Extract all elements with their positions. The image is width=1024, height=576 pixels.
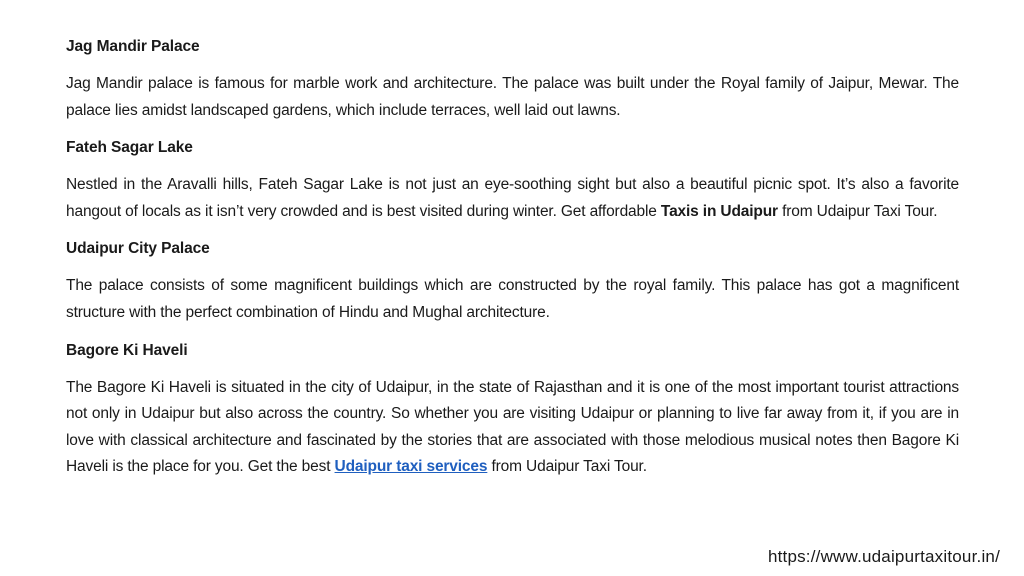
udaipur-taxi-services-link[interactable]: Udaipur taxi services [334, 458, 488, 476]
heading-udaipur-city-palace: Udaipur City Palace [66, 240, 210, 258]
heading-bagore-ki-haveli: Bagore Ki Haveli [66, 341, 188, 359]
paragraph-text: The Bagore Ki Haveli is situated in the city of Udaipur, in the state of Rajasthan and it is one of the most important tourist attractions not only in Udaipur but also across the country. So whether you are visiting Udaipur or planning to live far away from it, if you are in love with classical architecture and fascinated by the stories that are associated with those melodious musical notes then Bagore Ki Haveli is the place for you. Get the best [66, 378, 959, 476]
paragraph-text: from Udaipur Taxi Tour. [487, 458, 647, 476]
paragraph-fateh-sagar-lake [66, 172, 959, 225]
footer-url: https://www.udaipurtaxitour.in/ [767, 547, 1000, 566]
paragraph-jag-mandir-palace: Jag Mandir palace is famous for marble work and architecture. The palace was built under the Royal family of Jaipur, Mewar. The palace lies amidst landscaped gardens, which include terraces, well laid out lawns. [66, 75, 959, 119]
paragraph-udaipur-city-palace: The palace consists of some magnificent buildings which are constructed by the royal family. This palace has got a magnificent structure with the perfect combination of Hindu and Mughal architecture. [66, 277, 959, 321]
paragraph-text: from Udaipur Taxi Tour. [777, 202, 938, 220]
heading-fateh-sagar-lake: Fateh Sagar Lake [66, 139, 193, 157]
document-body [66, 34, 959, 492]
paragraph-bagore-ki-haveli [66, 375, 959, 481]
heading-jag-mandir-palace: Jag Mandir Palace [66, 38, 200, 55]
paragraph-text: Nestled in the Aravalli hills, Fateh Sagar Lake is not just an eye-soothing sight but also a beautiful picnic spot. It’s also a favorite hangout of locals as it isn’t very crowded and is best visited during winter. Get affordable [66, 176, 959, 220]
bold-taxis-in-udaipur: Taxis in Udaipur [660, 202, 778, 220]
